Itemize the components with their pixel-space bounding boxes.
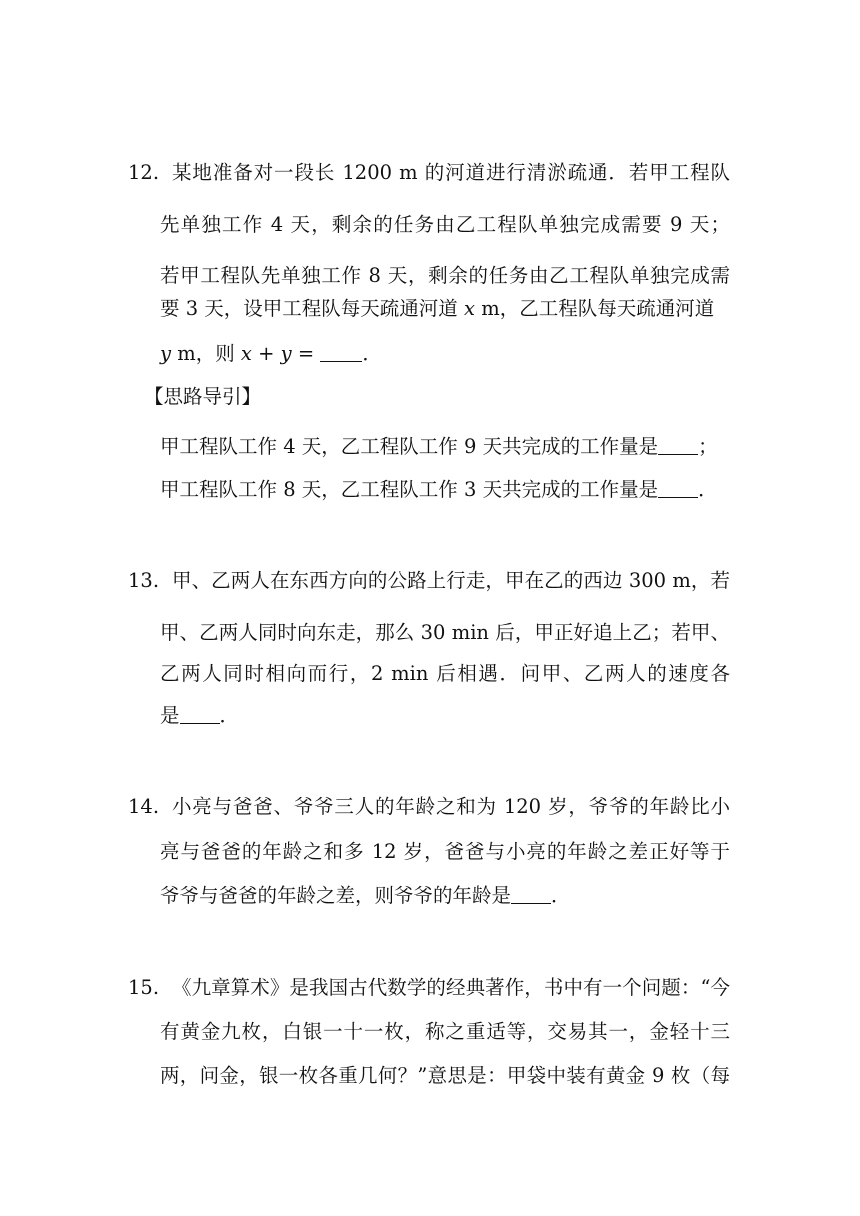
text-segment: m，乙工程队每天疏通河道 bbox=[475, 297, 715, 320]
question-text-line: 先单独工作 4 天，剩余的任务由乙工程队单独完成需要 9 天； bbox=[160, 213, 730, 236]
question-text-line: 《九章算术》是我国古代数学的经典著作，书中有一个问题：“今 bbox=[172, 976, 730, 999]
text-segment: 甲工程队工作 4 天，乙工程队工作 9 天共完成的工作量是 bbox=[160, 435, 659, 458]
question-text-line: 甲、乙两人同时向东走，那么 30 min 后，甲正好追上乙；若甲、 bbox=[160, 621, 730, 644]
hint-title: 【思路导引】 bbox=[144, 385, 262, 408]
question-text-line: 某地准备对一段长 1200 m 的河道进行清淤疏通．若甲工程队 bbox=[172, 161, 730, 184]
question-text-line bbox=[160, 296, 714, 322]
text-segment: ． bbox=[551, 884, 571, 907]
question-text-line bbox=[160, 703, 239, 729]
hint-line bbox=[160, 434, 718, 460]
question-text-line: 甲、乙两人在东西方向的公路上行走，甲在乙的西边 300 m，若 bbox=[172, 569, 730, 592]
question-text-line: 亮与爸爸的年龄之和多 12 岁，爸爸与小亮的年龄之差正好等于 bbox=[160, 840, 730, 863]
hint-line bbox=[160, 477, 718, 503]
question-text-line: 两，问金，银一枚各重几何？”意思是：甲袋中装有黄金 9 枚（每 bbox=[160, 1064, 730, 1087]
question-text-line: 有黄金九枚，白银一十一枚，称之重适等，交易其一，金轻十三 bbox=[160, 1020, 730, 1043]
answer-blank[interactable] bbox=[320, 360, 362, 362]
text-segment: ； bbox=[698, 435, 718, 458]
question-number: 15. bbox=[128, 976, 160, 999]
answer-blank[interactable] bbox=[658, 453, 698, 455]
answer-blank[interactable] bbox=[511, 902, 551, 904]
text-segment: ． bbox=[362, 342, 382, 365]
question-text-line: 乙两人同时相向而行，2 min 后相遇．问甲、乙两人的速度各 bbox=[160, 662, 730, 685]
text-segment: ． bbox=[698, 478, 718, 501]
question-number: 12. bbox=[128, 161, 160, 184]
text-segment: 是 bbox=[160, 704, 180, 727]
answer-blank[interactable] bbox=[658, 496, 698, 498]
math-variable: y bbox=[160, 342, 172, 365]
question-number: 13. bbox=[128, 569, 160, 592]
answer-blank[interactable] bbox=[180, 722, 220, 724]
question-text-line bbox=[160, 341, 382, 367]
math-expression: x + y = bbox=[240, 342, 315, 365]
text-segment: ． bbox=[219, 704, 240, 727]
question-text-line: 小亮与爸爸、爷爷三人的年龄之和为 120 岁，爷爷的年龄比小 bbox=[172, 795, 730, 818]
text-segment: m，则 bbox=[171, 342, 241, 365]
question-text-line bbox=[160, 883, 571, 909]
text-segment: 要 3 天，设甲工程队每天疏通河道 bbox=[160, 297, 465, 320]
question-text-line: 若甲工程队先单独工作 8 天，剩余的任务由乙工程队单独完成需 bbox=[160, 264, 730, 287]
math-variable: x bbox=[464, 297, 476, 320]
text-segment: 甲工程队工作 8 天，乙工程队工作 3 天共完成的工作量是 bbox=[160, 478, 659, 501]
question-number: 14. bbox=[128, 795, 160, 818]
text-segment: 爷爷与爸爸的年龄之差，则爷爷的年龄是 bbox=[160, 884, 512, 907]
